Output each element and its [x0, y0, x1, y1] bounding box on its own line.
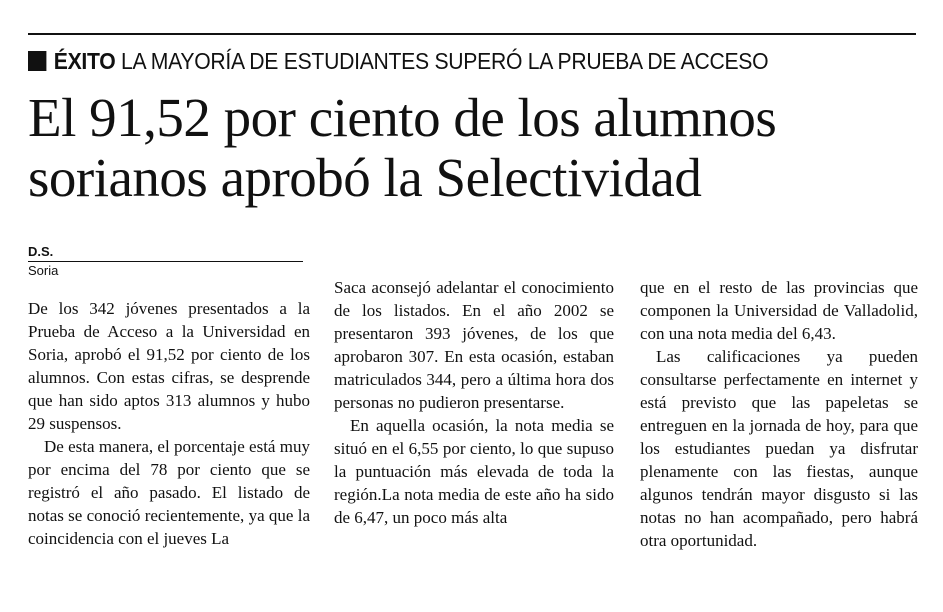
headline	[28, 88, 928, 208]
byline-rule	[28, 261, 303, 262]
kicker-text: LA MAYORÍA DE ESTUDIANTES SUPERÓ LA PRUEBA DE ACCESO	[121, 48, 769, 74]
headline-line-2: sorianos aprobó la Selectividad	[28, 147, 702, 208]
kicker	[28, 46, 847, 76]
kicker-square-icon	[28, 51, 46, 71]
column-2-paragraph-1: Saca aconsejó adelantar el conocimiento de los listados. En el año 2002 se presentaron 393 jóvenes, de los que aprobaron 307. En esta ocasión, estaban matriculados 344, pero a última hora dos personas no pudieron presentarse.	[334, 278, 614, 412]
column-3-paragraph-1: que en el resto de las provincias que componen la Universidad de Valladolid, con una nota media del 6,43.	[640, 278, 918, 343]
top-rule	[28, 33, 916, 35]
kicker-strong: ÉXITO	[53, 48, 116, 74]
article-column-3	[640, 276, 918, 552]
byline	[28, 244, 303, 278]
byline-place: Soria	[28, 263, 59, 278]
column-1-paragraph-2: De esta manera, el porcentaje está muy por encima del 78 por ciento que se registró el año pasado. El listado de notas se conoció recientemente, ya que la coincidencia con el jueves La	[28, 437, 310, 548]
article-column-1	[28, 297, 310, 550]
article-column-2	[334, 276, 614, 529]
column-3-paragraph-2: Las calificaciones ya pueden consultarse perfectamente en internet y está previsto que las papeletas se entreguen en la jornada de hoy, para que los estudiantes puedan ya disfrutar plenamente con las fiestas, aunque algunos tendrán mayor disgusto si las notas no han acompañado, pero habrá otra oportunidad.	[640, 347, 918, 550]
byline-author: D.S.	[28, 244, 54, 259]
column-2-paragraph-2: En aquella ocasión, la nota media se situó en el 6,55 por ciento, lo que supuso la puntuación más elevada de toda la región.La nota media de este año ha sido de 6,47, un poco más alta	[334, 416, 614, 527]
column-1-paragraph-1: De los 342 jóvenes presentados a la Prueba de Acceso a la Universidad en Soria, aprobó el 91,52 por ciento de los alumnos. Con estas cifras, se desprende que han sido aptos 313 alumnos y hubo 29 suspensos.	[28, 299, 310, 433]
headline-line-1: El 91,52 por ciento de los alumnos	[28, 87, 777, 148]
